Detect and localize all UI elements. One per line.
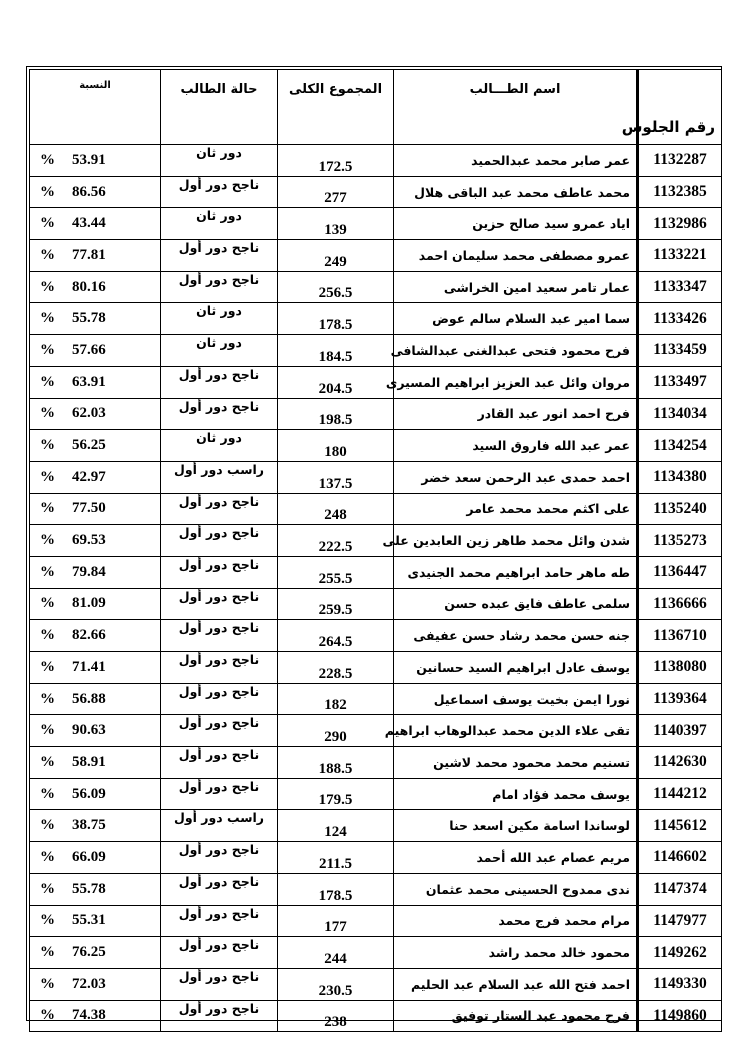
percent-sign: % (40, 151, 55, 168)
table-row (30, 652, 722, 684)
total-score-cell: 255.5 (278, 556, 394, 588)
percentage-cell (30, 905, 161, 937)
table-row (30, 240, 722, 272)
percentage-cell (30, 842, 161, 874)
student-status-cell: ناجح دور أول (161, 968, 278, 1000)
total-score-cell: 137.5 (278, 461, 394, 493)
table-row (30, 620, 722, 652)
student-status-cell: ناجح دور أول (161, 937, 278, 969)
percent-sign: % (40, 690, 55, 707)
percentage-value: 86.56 (72, 183, 106, 200)
table-row (30, 303, 722, 335)
table-row (30, 968, 722, 1000)
total-score-cell: 180 (278, 430, 394, 462)
seat-number-cell: 1142630 (638, 747, 722, 779)
seat-number-cell: 1132287 (638, 145, 722, 177)
percentage-value: 69.53 (72, 532, 106, 549)
table-row (30, 366, 722, 398)
table-row (30, 271, 722, 303)
percentage-cell (30, 715, 161, 747)
seat-number-cell: 1138080 (638, 652, 722, 684)
percentage-value: 71.41 (72, 658, 106, 675)
percentage-cell (30, 366, 161, 398)
seat-number-cell: 1134254 (638, 430, 722, 462)
percent-sign: % (40, 880, 55, 897)
seat-number-cell: 1144212 (638, 778, 722, 810)
total-score-cell: 248 (278, 493, 394, 525)
percentage-cell (30, 810, 161, 842)
percentage-value: 56.88 (72, 690, 106, 707)
percent-sign: % (40, 310, 55, 327)
seat-number-cell: 1140397 (638, 715, 722, 747)
percent-sign: % (40, 912, 55, 929)
percent-sign: % (40, 627, 55, 644)
percentage-value: 42.97 (72, 468, 106, 485)
total-score-cell: 249 (278, 240, 394, 272)
percentage-cell (30, 937, 161, 969)
percentage-value: 79.84 (72, 563, 106, 580)
percent-sign: % (40, 658, 55, 675)
table-row (30, 176, 722, 208)
total-score-cell: 238 (278, 1000, 394, 1032)
table-row (30, 810, 722, 842)
percent-sign: % (40, 848, 55, 865)
seat-number-cell: 1145612 (638, 810, 722, 842)
percentage-cell (30, 398, 161, 430)
student-name-cell: فرح محمود عبد الستار توفيق (394, 1000, 638, 1032)
student-status-cell: ناجح دور أول (161, 366, 278, 398)
student-name-cell: على اكثم محمد محمد عامر (394, 493, 638, 525)
student-name-cell: يوسف عادل ابراهيم السيد حسانين (394, 652, 638, 684)
percentage-cell (30, 240, 161, 272)
percent-sign: % (40, 1007, 55, 1024)
percent-sign: % (40, 500, 55, 517)
percent-sign: % (40, 944, 55, 961)
total-score-cell: 179.5 (278, 778, 394, 810)
table-row (30, 556, 722, 588)
percentage-cell (30, 1000, 161, 1032)
student-name-cell: محمد عاطف محمد عبد الباقى هلال (394, 176, 638, 208)
percentage-cell (30, 747, 161, 779)
student-status-cell: دور ثان (161, 145, 278, 177)
total-score-cell: 222.5 (278, 525, 394, 557)
student-name-cell: شدن وائل محمد طاهر زين العابدين على (394, 525, 638, 557)
student-name-cell: عمر صابر محمد عبدالحميد (394, 145, 638, 177)
results-body (30, 145, 722, 1032)
seat-number-cell: 1133497 (638, 366, 722, 398)
table-row (30, 335, 722, 367)
total-score-cell: 184.5 (278, 335, 394, 367)
total-score-cell: 177 (278, 905, 394, 937)
table-row (30, 461, 722, 493)
percentage-cell (30, 493, 161, 525)
total-score-cell: 277 (278, 176, 394, 208)
percent-sign: % (40, 468, 55, 485)
student-status-cell: ناجح دور أول (161, 652, 278, 684)
percentage-cell (30, 271, 161, 303)
percentage-value: 74.38 (72, 1007, 106, 1024)
percentage-value: 80.16 (72, 278, 106, 295)
percent-sign: % (40, 817, 55, 834)
table-row (30, 842, 722, 874)
percent-sign: % (40, 183, 55, 200)
table-row (30, 747, 722, 779)
student-name-cell: نورا ايمن بخيت يوسف اسماعيل (394, 683, 638, 715)
student-name-cell: اياد عمرو سيد صالح حزين (394, 208, 638, 240)
student-name-cell: جنه حسن محمد رشاد حسن عفيفى (394, 620, 638, 652)
percent-sign: % (40, 437, 55, 454)
total-score-cell: 290 (278, 715, 394, 747)
student-status-cell: ناجح دور أول (161, 493, 278, 525)
percentage-cell (30, 303, 161, 335)
percentage-cell (30, 652, 161, 684)
student-status-cell: راسب دور أول (161, 461, 278, 493)
table-row (30, 715, 722, 747)
header-student-status: حالة الطالب (161, 70, 278, 145)
table-row (30, 905, 722, 937)
seat-number-cell: 1132986 (638, 208, 722, 240)
student-status-cell: ناجح دور أول (161, 747, 278, 779)
percentage-value: 63.91 (72, 373, 106, 390)
percentage-value: 77.50 (72, 500, 106, 517)
student-name-cell: عمرو مصطفى محمد سليمان احمد (394, 240, 638, 272)
seat-number-cell: 1147374 (638, 873, 722, 905)
header-total-score: المجموع الكلى (278, 70, 394, 145)
student-status-cell: ناجح دور أول (161, 683, 278, 715)
student-status-cell: ناجح دور أول (161, 176, 278, 208)
student-status-cell: دور ثان (161, 335, 278, 367)
student-name-cell: محمود خالد محمد راشد (394, 937, 638, 969)
seat-number-cell: 1149860 (638, 1000, 722, 1032)
seat-number-cell: 1139364 (638, 683, 722, 715)
student-status-cell: ناجح دور أول (161, 778, 278, 810)
percent-sign: % (40, 246, 55, 263)
seat-number-cell: 1149330 (638, 968, 722, 1000)
student-status-cell: ناجح دور أول (161, 715, 278, 747)
student-status-cell: ناجح دور أول (161, 905, 278, 937)
percent-sign: % (40, 341, 55, 358)
student-status-cell: ناجح دور أول (161, 620, 278, 652)
total-score-cell: 178.5 (278, 873, 394, 905)
results-table-frame (26, 66, 722, 1031)
header-row (30, 70, 722, 145)
percentage-value: 55.31 (72, 912, 106, 929)
seat-number-cell: 1149262 (638, 937, 722, 969)
percent-sign: % (40, 405, 55, 422)
seat-number-cell: 1133459 (638, 335, 722, 367)
seat-number-cell: 1133347 (638, 271, 722, 303)
percent-sign: % (40, 753, 55, 770)
header-student-name: اسم الطـــالب (394, 70, 638, 145)
total-score-cell: 182 (278, 683, 394, 715)
percentage-value: 55.78 (72, 880, 106, 897)
student-status-cell: دور ثان (161, 208, 278, 240)
total-score-cell: 204.5 (278, 366, 394, 398)
percentage-value: 53.91 (72, 151, 106, 168)
percentage-cell (30, 873, 161, 905)
percentage-value: 82.66 (72, 627, 106, 644)
percentage-cell (30, 176, 161, 208)
percentage-cell (30, 556, 161, 588)
student-name-cell: يوسف محمد فؤاد امام (394, 778, 638, 810)
percentage-value: 77.81 (72, 246, 106, 263)
percentage-cell (30, 968, 161, 1000)
student-status-cell: ناجح دور أول (161, 525, 278, 557)
total-score-cell: 178.5 (278, 303, 394, 335)
student-status-cell: دور ثان (161, 303, 278, 335)
percentage-cell (30, 620, 161, 652)
student-name-cell: فرح محمود فتحى عبدالغنى عبدالشافى (394, 335, 638, 367)
table-row (30, 493, 722, 525)
percentage-cell (30, 525, 161, 557)
seat-number-cell: 1147977 (638, 905, 722, 937)
seat-number-cell: 1134034 (638, 398, 722, 430)
student-status-cell: ناجح دور أول (161, 588, 278, 620)
percent-sign: % (40, 215, 55, 232)
table-row (30, 398, 722, 430)
header-percentage: النسبة (30, 70, 161, 145)
percentage-value: 56.25 (72, 437, 106, 454)
student-name-cell: ندى ممدوح الحسينى محمد عثمان (394, 873, 638, 905)
percent-sign: % (40, 532, 55, 549)
percent-sign: % (40, 563, 55, 580)
table-row (30, 683, 722, 715)
student-name-cell: مروان وائل عبد العزيز ابراهيم المسيرى (394, 366, 638, 398)
percentage-value: 90.63 (72, 722, 106, 739)
percentage-cell (30, 461, 161, 493)
percentage-value: 72.03 (72, 975, 106, 992)
percent-sign: % (40, 722, 55, 739)
student-name-cell: تقى علاء الدين محمد عبدالوهاب ابراهيم (394, 715, 638, 747)
seat-number-cell: 1132385 (638, 176, 722, 208)
student-status-cell: ناجح دور أول (161, 873, 278, 905)
table-row (30, 430, 722, 462)
header-seat-number: رقم الجلوس (638, 70, 722, 145)
total-score-cell: 256.5 (278, 271, 394, 303)
student-name-cell: عمار تامر سعيد امين الخراشى (394, 271, 638, 303)
table-row (30, 1000, 722, 1032)
table-row (30, 588, 722, 620)
percentage-value: 56.09 (72, 785, 106, 802)
percentage-cell (30, 430, 161, 462)
table-row (30, 937, 722, 969)
percent-sign: % (40, 278, 55, 295)
total-score-cell: 139 (278, 208, 394, 240)
student-name-cell: طه ماهر حامد ابراهيم محمد الجنيدى (394, 556, 638, 588)
total-score-cell: 211.5 (278, 842, 394, 874)
student-status-cell: ناجح دور أول (161, 398, 278, 430)
percentage-cell (30, 145, 161, 177)
student-status-cell: ناجح دور أول (161, 842, 278, 874)
total-score-cell: 228.5 (278, 652, 394, 684)
percentage-cell (30, 683, 161, 715)
table-row (30, 873, 722, 905)
total-score-cell: 264.5 (278, 620, 394, 652)
student-name-cell: احمد فتح الله عبد السلام عبد الحليم (394, 968, 638, 1000)
student-name-cell: عمر عبد الله فاروق السيد (394, 430, 638, 462)
percentage-value: 58.91 (72, 753, 106, 770)
percentage-cell (30, 208, 161, 240)
student-name-cell: احمد حمدى عبد الرحمن سعد خضر (394, 461, 638, 493)
student-name-cell: مرام محمد فرج محمد (394, 905, 638, 937)
percent-sign: % (40, 373, 55, 390)
percent-sign: % (40, 595, 55, 612)
percentage-value: 38.75 (72, 817, 106, 834)
percentage-value: 62.03 (72, 405, 106, 422)
student-status-cell: ناجح دور أول (161, 1000, 278, 1032)
student-status-cell: ناجح دور أول (161, 240, 278, 272)
student-status-cell: دور ثان (161, 430, 278, 462)
seat-number-cell: 1134380 (638, 461, 722, 493)
total-score-cell: 230.5 (278, 968, 394, 1000)
total-score-cell: 259.5 (278, 588, 394, 620)
student-status-cell: ناجح دور أول (161, 271, 278, 303)
student-name-cell: تسنيم محمد محمود محمد لاشين (394, 747, 638, 779)
percentage-value: 57.66 (72, 341, 106, 358)
student-name-cell: لوساندا اسامة مكين اسعد حنا (394, 810, 638, 842)
seat-number-cell: 1133426 (638, 303, 722, 335)
total-score-cell: 124 (278, 810, 394, 842)
table-row (30, 145, 722, 177)
percentage-value: 81.09 (72, 595, 106, 612)
total-score-cell: 198.5 (278, 398, 394, 430)
results-table (29, 69, 722, 1032)
seat-number-cell: 1135273 (638, 525, 722, 557)
student-name-cell: فرح احمد انور عبد القادر (394, 398, 638, 430)
student-name-cell: سلمى عاطف فايق عبده حسن (394, 588, 638, 620)
student-name-cell: سما امير عبد السلام سالم عوض (394, 303, 638, 335)
total-score-cell: 244 (278, 937, 394, 969)
seat-number-cell: 1133221 (638, 240, 722, 272)
table-row (30, 525, 722, 557)
total-score-cell: 172.5 (278, 145, 394, 177)
percentage-value: 43.44 (72, 215, 106, 232)
seat-number-cell: 1136666 (638, 588, 722, 620)
percentage-value: 66.09 (72, 848, 106, 865)
total-score-cell: 188.5 (278, 747, 394, 779)
percentage-cell (30, 588, 161, 620)
table-row (30, 208, 722, 240)
percent-sign: % (40, 785, 55, 802)
percent-sign: % (40, 975, 55, 992)
percentage-value: 76.25 (72, 944, 106, 961)
table-row (30, 778, 722, 810)
seat-number-cell: 1146602 (638, 842, 722, 874)
seat-number-cell: 1136447 (638, 556, 722, 588)
percentage-cell (30, 335, 161, 367)
percentage-value: 55.78 (72, 310, 106, 327)
student-status-cell: راسب دور أول (161, 810, 278, 842)
seat-number-cell: 1136710 (638, 620, 722, 652)
student-name-cell: مريم عصام عبد الله أحمد (394, 842, 638, 874)
percentage-cell (30, 778, 161, 810)
seat-number-cell: 1135240 (638, 493, 722, 525)
student-status-cell: ناجح دور أول (161, 556, 278, 588)
